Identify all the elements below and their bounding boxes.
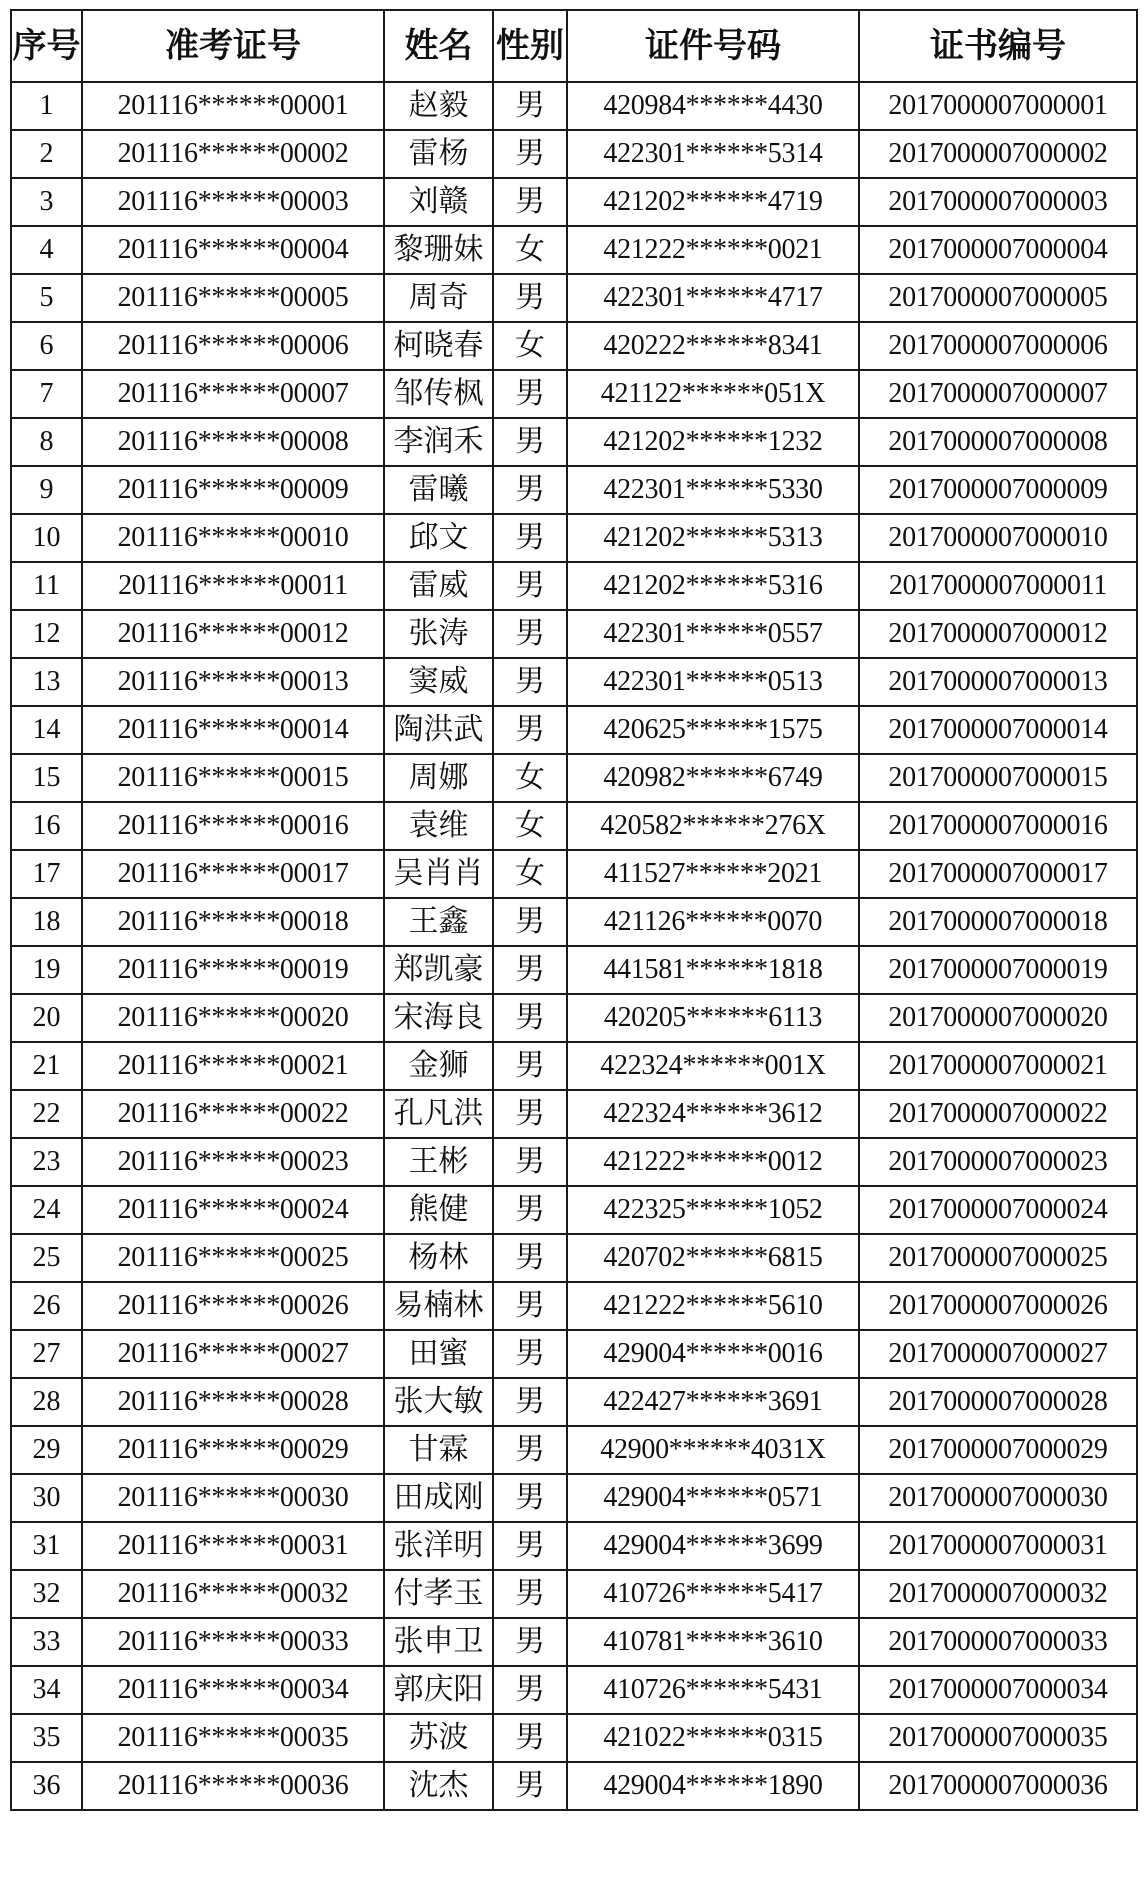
- cell-certificate-number: 2017000007000005: [859, 274, 1137, 322]
- cell-gender: 男: [493, 658, 567, 706]
- cell-name: 苏波: [384, 1714, 493, 1762]
- cell-gender: 女: [493, 802, 567, 850]
- cell-id-number: 421202******5316: [567, 562, 859, 610]
- cell-id-number: 420625******1575: [567, 706, 859, 754]
- cell-exam-number: 201116******00009: [82, 466, 384, 514]
- cell-index: 6: [11, 322, 82, 370]
- cell-certificate-number: 2017000007000001: [859, 82, 1137, 130]
- cell-exam-number: 201116******00015: [82, 754, 384, 802]
- cell-id-number: 410781******3610: [567, 1618, 859, 1666]
- cell-index: 29: [11, 1426, 82, 1474]
- cell-exam-number: 201116******00006: [82, 322, 384, 370]
- cell-certificate-number: 2017000007000027: [859, 1330, 1137, 1378]
- cell-exam-number: 201116******00002: [82, 130, 384, 178]
- cell-id-number: 429004******1890: [567, 1762, 859, 1810]
- cell-gender: 男: [493, 1426, 567, 1474]
- cell-certificate-number: 2017000007000024: [859, 1186, 1137, 1234]
- cell-id-number: 421122******051X: [567, 370, 859, 418]
- cell-certificate-number: 2017000007000012: [859, 610, 1137, 658]
- cell-name: 黎珊妹: [384, 226, 493, 274]
- cell-name: 杨林: [384, 1234, 493, 1282]
- cell-id-number: 420984******4430: [567, 82, 859, 130]
- table-row: [11, 1666, 1137, 1714]
- cell-certificate-number: 2017000007000028: [859, 1378, 1137, 1426]
- cell-name: 刘赣: [384, 178, 493, 226]
- cell-exam-number: 201116******00020: [82, 994, 384, 1042]
- cell-id-number: 420702******6815: [567, 1234, 859, 1282]
- cell-name: 窦威: [384, 658, 493, 706]
- cell-name: 沈杰: [384, 1762, 493, 1810]
- cell-gender: 男: [493, 1570, 567, 1618]
- cell-exam-number: 201116******00007: [82, 370, 384, 418]
- cell-index: 14: [11, 706, 82, 754]
- cell-certificate-number: 2017000007000021: [859, 1042, 1137, 1090]
- cell-id-number: 422301******0513: [567, 658, 859, 706]
- cell-gender: 男: [493, 1234, 567, 1282]
- table-row: [11, 1090, 1137, 1138]
- cell-index: 11: [11, 562, 82, 610]
- table-row: [11, 1186, 1137, 1234]
- cell-id-number: 421022******0315: [567, 1714, 859, 1762]
- header-exam-number: 准考证号: [82, 10, 384, 82]
- cell-gender: 男: [493, 1186, 567, 1234]
- cell-index: 36: [11, 1762, 82, 1810]
- cell-gender: 男: [493, 1090, 567, 1138]
- cell-certificate-number: 2017000007000032: [859, 1570, 1137, 1618]
- cell-exam-number: 201116******00026: [82, 1282, 384, 1330]
- cell-exam-number: 201116******00005: [82, 274, 384, 322]
- cell-index: 19: [11, 946, 82, 994]
- header-row: [11, 10, 1137, 82]
- cell-gender: 男: [493, 1138, 567, 1186]
- cell-name: 孔凡洪: [384, 1090, 493, 1138]
- cell-exam-number: 201116******00014: [82, 706, 384, 754]
- cell-id-number: 421222******0021: [567, 226, 859, 274]
- cell-index: 30: [11, 1474, 82, 1522]
- cell-index: 3: [11, 178, 82, 226]
- cell-certificate-number: 2017000007000020: [859, 994, 1137, 1042]
- cell-id-number: 429004******0571: [567, 1474, 859, 1522]
- cell-certificate-number: 2017000007000010: [859, 514, 1137, 562]
- cell-gender: 男: [493, 1522, 567, 1570]
- cell-index: 33: [11, 1618, 82, 1666]
- cell-gender: 男: [493, 1474, 567, 1522]
- cell-exam-number: 201116******00030: [82, 1474, 384, 1522]
- cell-id-number: 422324******3612: [567, 1090, 859, 1138]
- cell-exam-number: 201116******00018: [82, 898, 384, 946]
- table-row: [11, 130, 1137, 178]
- cell-index: 12: [11, 610, 82, 658]
- cell-gender: 男: [493, 514, 567, 562]
- table-row: [11, 706, 1137, 754]
- cell-gender: 男: [493, 1282, 567, 1330]
- cell-name: 张申卫: [384, 1618, 493, 1666]
- cell-gender: 男: [493, 1762, 567, 1810]
- table-row: [11, 1378, 1137, 1426]
- cell-exam-number: 201116******00035: [82, 1714, 384, 1762]
- header-name: 姓名: [384, 10, 493, 82]
- cell-id-number: 410726******5417: [567, 1570, 859, 1618]
- cell-name: 熊健: [384, 1186, 493, 1234]
- cell-index: 22: [11, 1090, 82, 1138]
- cell-gender: 女: [493, 226, 567, 274]
- table-row: [11, 1138, 1137, 1186]
- cell-exam-number: 201116******00004: [82, 226, 384, 274]
- cell-certificate-number: 2017000007000033: [859, 1618, 1137, 1666]
- cell-id-number: 422324******001X: [567, 1042, 859, 1090]
- cell-index: 24: [11, 1186, 82, 1234]
- cell-id-number: 420982******6749: [567, 754, 859, 802]
- cell-certificate-number: 2017000007000003: [859, 178, 1137, 226]
- cell-gender: 男: [493, 1378, 567, 1426]
- cell-name: 甘霖: [384, 1426, 493, 1474]
- cell-certificate-number: 2017000007000004: [859, 226, 1137, 274]
- cell-name: 张大敏: [384, 1378, 493, 1426]
- table-row: [11, 370, 1137, 418]
- header-gender: 性别: [493, 10, 567, 82]
- cell-exam-number: 201116******00025: [82, 1234, 384, 1282]
- cell-id-number: 420582******276X: [567, 802, 859, 850]
- table-row: [11, 226, 1137, 274]
- cell-certificate-number: 2017000007000007: [859, 370, 1137, 418]
- cell-id-number: 420222******8341: [567, 322, 859, 370]
- cell-name: 柯晓春: [384, 322, 493, 370]
- cell-index: 2: [11, 130, 82, 178]
- cell-index: 28: [11, 1378, 82, 1426]
- cell-id-number: 422301******4717: [567, 274, 859, 322]
- cell-id-number: 422427******3691: [567, 1378, 859, 1426]
- cell-index: 8: [11, 418, 82, 466]
- cell-index: 4: [11, 226, 82, 274]
- table-row: [11, 562, 1137, 610]
- cell-name: 周奇: [384, 274, 493, 322]
- cell-index: 18: [11, 898, 82, 946]
- table-row: [11, 994, 1137, 1042]
- table-row: [11, 418, 1137, 466]
- cell-gender: 男: [493, 370, 567, 418]
- cell-exam-number: 201116******00024: [82, 1186, 384, 1234]
- cell-id-number: 421202******5313: [567, 514, 859, 562]
- table-row: [11, 1042, 1137, 1090]
- cell-certificate-number: 2017000007000019: [859, 946, 1137, 994]
- cell-gender: 男: [493, 418, 567, 466]
- cell-gender: 男: [493, 274, 567, 322]
- cell-name: 王彬: [384, 1138, 493, 1186]
- cell-name: 周娜: [384, 754, 493, 802]
- cell-certificate-number: 2017000007000022: [859, 1090, 1137, 1138]
- cell-exam-number: 201116******00031: [82, 1522, 384, 1570]
- cell-id-number: 421222******0012: [567, 1138, 859, 1186]
- cell-index: 34: [11, 1666, 82, 1714]
- cell-id-number: 421126******0070: [567, 898, 859, 946]
- cell-index: 13: [11, 658, 82, 706]
- cell-gender: 男: [493, 946, 567, 994]
- table-row: [11, 466, 1137, 514]
- table-row: [11, 1762, 1137, 1810]
- cell-exam-number: 201116******00022: [82, 1090, 384, 1138]
- cell-index: 31: [11, 1522, 82, 1570]
- cell-certificate-number: 2017000007000031: [859, 1522, 1137, 1570]
- cell-name: 雷曦: [384, 466, 493, 514]
- cell-gender: 男: [493, 610, 567, 658]
- cell-certificate-number: 2017000007000036: [859, 1762, 1137, 1810]
- cell-gender: 男: [493, 1714, 567, 1762]
- cell-name: 雷杨: [384, 130, 493, 178]
- cell-gender: 男: [493, 1330, 567, 1378]
- cell-certificate-number: 2017000007000029: [859, 1426, 1137, 1474]
- cell-index: 20: [11, 994, 82, 1042]
- cell-name: 张洋明: [384, 1522, 493, 1570]
- cell-name: 陶洪武: [384, 706, 493, 754]
- cell-certificate-number: 2017000007000016: [859, 802, 1137, 850]
- table-row: [11, 802, 1137, 850]
- cell-id-number: 411527******2021: [567, 850, 859, 898]
- cell-certificate-number: 2017000007000006: [859, 322, 1137, 370]
- table-row: [11, 1714, 1137, 1762]
- cell-gender: 男: [493, 178, 567, 226]
- cell-certificate-number: 2017000007000015: [859, 754, 1137, 802]
- cell-exam-number: 201116******00029: [82, 1426, 384, 1474]
- cell-certificate-number: 2017000007000035: [859, 1714, 1137, 1762]
- table-row: [11, 898, 1137, 946]
- cell-gender: 男: [493, 1618, 567, 1666]
- cell-id-number: 422301******0557: [567, 610, 859, 658]
- cell-certificate-number: 2017000007000014: [859, 706, 1137, 754]
- cell-certificate-number: 2017000007000011: [859, 562, 1137, 610]
- cell-id-number: 429004******3699: [567, 1522, 859, 1570]
- cell-certificate-number: 2017000007000030: [859, 1474, 1137, 1522]
- cell-name: 田成刚: [384, 1474, 493, 1522]
- cell-exam-number: 201116******00021: [82, 1042, 384, 1090]
- cell-exam-number: 201116******00032: [82, 1570, 384, 1618]
- table-row: [11, 1426, 1137, 1474]
- cell-gender: 男: [493, 706, 567, 754]
- table-row: [11, 658, 1137, 706]
- cell-name: 田蜜: [384, 1330, 493, 1378]
- cell-exam-number: 201116******00023: [82, 1138, 384, 1186]
- cell-gender: 男: [493, 130, 567, 178]
- cell-id-number: 420205******6113: [567, 994, 859, 1042]
- cell-certificate-number: 2017000007000025: [859, 1234, 1137, 1282]
- cell-name: 王鑫: [384, 898, 493, 946]
- cell-gender: 男: [493, 1042, 567, 1090]
- cell-name: 付孝玉: [384, 1570, 493, 1618]
- cell-exam-number: 201116******00028: [82, 1378, 384, 1426]
- cell-name: 张涛: [384, 610, 493, 658]
- cell-name: 郑凯豪: [384, 946, 493, 994]
- cell-name: 袁维: [384, 802, 493, 850]
- cell-index: 26: [11, 1282, 82, 1330]
- cell-gender: 男: [493, 994, 567, 1042]
- cell-id-number: 441581******1818: [567, 946, 859, 994]
- cell-exam-number: 201116******00017: [82, 850, 384, 898]
- cell-exam-number: 201116******00034: [82, 1666, 384, 1714]
- cell-gender: 男: [493, 466, 567, 514]
- table-row: [11, 178, 1137, 226]
- cell-exam-number: 201116******00013: [82, 658, 384, 706]
- table-row: [11, 1234, 1137, 1282]
- cell-index: 27: [11, 1330, 82, 1378]
- cell-name: 吴肖肖: [384, 850, 493, 898]
- cell-exam-number: 201116******00008: [82, 418, 384, 466]
- cell-index: 5: [11, 274, 82, 322]
- cell-name: 邱文: [384, 514, 493, 562]
- cell-id-number: 429004******0016: [567, 1330, 859, 1378]
- table-row: [11, 82, 1137, 130]
- cell-gender: 男: [493, 82, 567, 130]
- table-row: [11, 1282, 1137, 1330]
- cell-name: 雷威: [384, 562, 493, 610]
- header-certificate-number: 证书编号: [859, 10, 1137, 82]
- table-row: [11, 274, 1137, 322]
- cell-gender: 女: [493, 754, 567, 802]
- cell-index: 7: [11, 370, 82, 418]
- cell-id-number: 422301******5330: [567, 466, 859, 514]
- cell-index: 15: [11, 754, 82, 802]
- cell-exam-number: 201116******00003: [82, 178, 384, 226]
- cell-name: 金狮: [384, 1042, 493, 1090]
- table-row: [11, 754, 1137, 802]
- cell-name: 郭庆阳: [384, 1666, 493, 1714]
- table-row: [11, 322, 1137, 370]
- cell-certificate-number: 2017000007000023: [859, 1138, 1137, 1186]
- cell-certificate-number: 2017000007000017: [859, 850, 1137, 898]
- cell-index: 17: [11, 850, 82, 898]
- cell-index: 23: [11, 1138, 82, 1186]
- cell-certificate-number: 2017000007000034: [859, 1666, 1137, 1714]
- cell-exam-number: 201116******00011: [82, 562, 384, 610]
- cell-id-number: 422301******5314: [567, 130, 859, 178]
- cell-id-number: 421222******5610: [567, 1282, 859, 1330]
- header-id-number: 证件号码: [567, 10, 859, 82]
- table-row: [11, 1330, 1137, 1378]
- table-row: [11, 1522, 1137, 1570]
- cell-exam-number: 201116******00036: [82, 1762, 384, 1810]
- cell-id-number: 410726******5431: [567, 1666, 859, 1714]
- cell-exam-number: 201116******00019: [82, 946, 384, 994]
- table-row: [11, 1474, 1137, 1522]
- cell-index: 32: [11, 1570, 82, 1618]
- cell-name: 李润禾: [384, 418, 493, 466]
- table-row: [11, 1570, 1137, 1618]
- cell-gender: 男: [493, 898, 567, 946]
- table-row: [11, 514, 1137, 562]
- cell-index: 21: [11, 1042, 82, 1090]
- cell-exam-number: 201116******00027: [82, 1330, 384, 1378]
- certificate-table: [10, 9, 1138, 1811]
- table-row: [11, 1618, 1137, 1666]
- cell-certificate-number: 2017000007000002: [859, 130, 1137, 178]
- cell-certificate-number: 2017000007000018: [859, 898, 1137, 946]
- table-row: [11, 610, 1137, 658]
- cell-index: 1: [11, 82, 82, 130]
- table-body: [11, 82, 1137, 1810]
- cell-certificate-number: 2017000007000013: [859, 658, 1137, 706]
- table-row: [11, 850, 1137, 898]
- cell-index: 10: [11, 514, 82, 562]
- cell-gender: 女: [493, 322, 567, 370]
- cell-id-number: 421202******4719: [567, 178, 859, 226]
- cell-name: 赵毅: [384, 82, 493, 130]
- cell-index: 35: [11, 1714, 82, 1762]
- cell-exam-number: 201116******00010: [82, 514, 384, 562]
- cell-certificate-number: 2017000007000009: [859, 466, 1137, 514]
- cell-gender: 女: [493, 850, 567, 898]
- cell-certificate-number: 2017000007000008: [859, 418, 1137, 466]
- cell-gender: 男: [493, 562, 567, 610]
- cell-name: 易楠林: [384, 1282, 493, 1330]
- cell-id-number: 42900******4031X: [567, 1426, 859, 1474]
- cell-certificate-number: 2017000007000026: [859, 1282, 1137, 1330]
- cell-name: 邹传枫: [384, 370, 493, 418]
- cell-exam-number: 201116******00012: [82, 610, 384, 658]
- cell-exam-number: 201116******00016: [82, 802, 384, 850]
- cell-index: 9: [11, 466, 82, 514]
- table-row: [11, 946, 1137, 994]
- cell-gender: 男: [493, 1666, 567, 1714]
- cell-index: 25: [11, 1234, 82, 1282]
- cell-id-number: 422325******1052: [567, 1186, 859, 1234]
- header-index: 序号: [11, 10, 82, 82]
- cell-exam-number: 201116******00033: [82, 1618, 384, 1666]
- cell-index: 16: [11, 802, 82, 850]
- cell-exam-number: 201116******00001: [82, 82, 384, 130]
- cell-name: 宋海良: [384, 994, 493, 1042]
- cell-id-number: 421202******1232: [567, 418, 859, 466]
